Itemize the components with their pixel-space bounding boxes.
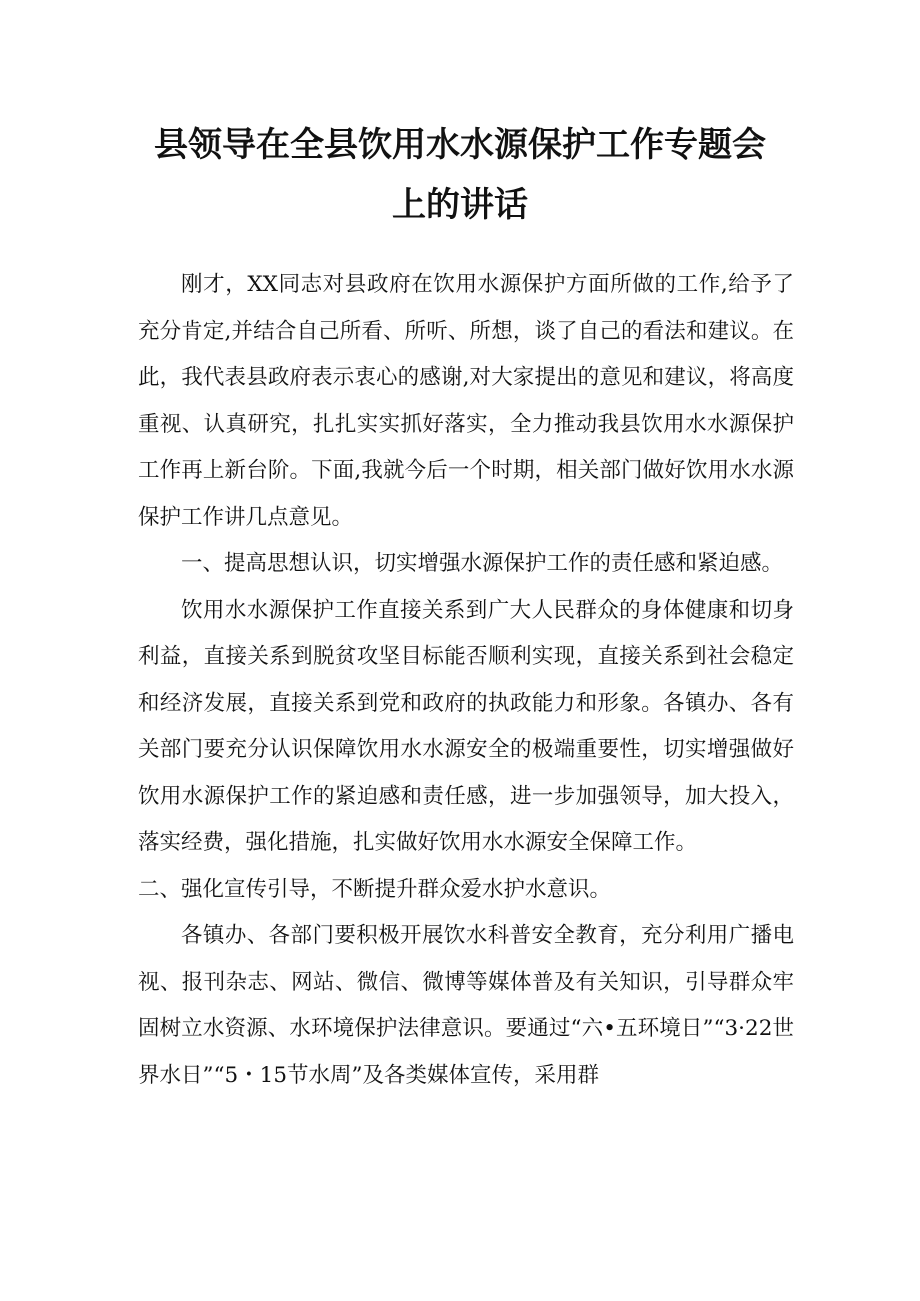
section-heading-1: 一、提高思想认识，切实增强水源保护工作的责任感和紧迫感。 [181,551,784,576]
paragraph-section-1: 饮用水水源保护工作直接关系到广大人民群众的身体健康和切身利益，直接关系到脱贫攻坚目标能否顺利实现，直接关系到社会稳定和经济发展，直接关系到党和政府的执政能力和形象。各镇办、各有关部门要充分认识保障饮用水水源安全的极端重要性，切实增强做好饮用水源保护工作的紧迫感和责任感，进一步加强领导，加大投入，落实经费，强化措施，扎实做好饮用水水源安全保障工作。 [138,597,794,855]
paragraph-section-2: 各镇办、各部门要积极开展饮水科普安全教育，充分利用广播电视、报刊杂志、网站、微信、微博等媒体普及有关知识，引导群众牢固树立水资源、水环境保护法律意识。要通过“六•五环境日”“3·22世界水日”“5・15节水周”及各类媒体宣传，采用群 [138,923,794,1088]
document-body [138,262,794,1099]
document-title-line-2: 上的讲话 [392,185,528,225]
paragraph-opening: 刚才，XX同志对县政府在饮用水源保护方面所做的工作,给予了充分肯定,并结合自己所看、所听、所想，谈了自己的看法和建议。在此，我代表县政府表示衷心的感谢,对大家提出的意见和建议，将高度重视、认真研究，扎扎实实抓好落实，全力推动我县饮用水水源保护工作再上新台阶。下面,我就今后一个时期，相关部门做好饮用水水源保护工作讲几点意见。 [138,272,794,530]
document-title-line-1: 县领导在全县饮用水水源保护工作专题会 [154,125,766,165]
section-heading-2: 二、强化宣传引导，不断提升群众爱水护水意识。 [138,876,612,902]
